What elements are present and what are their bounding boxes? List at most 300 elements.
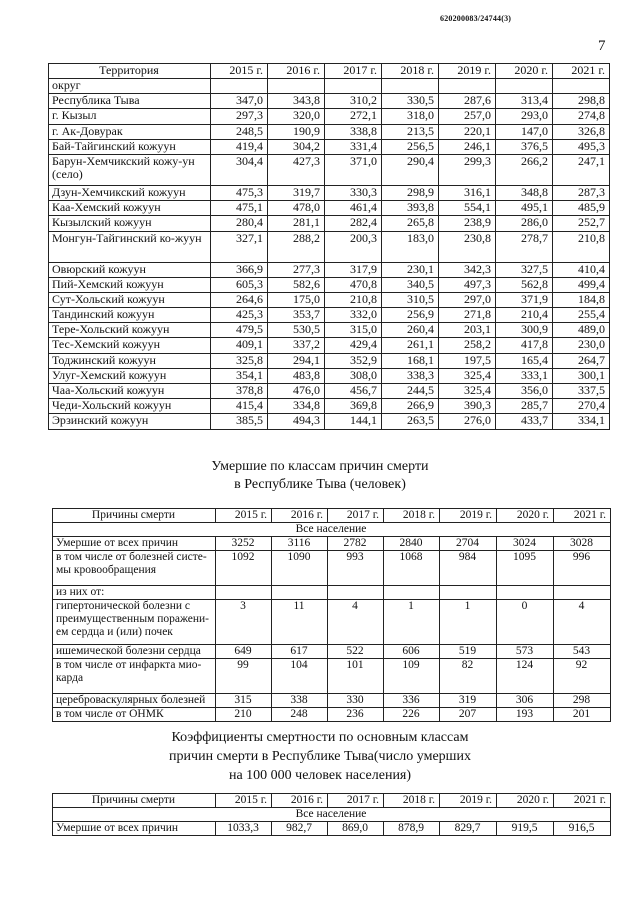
value-cell: 300,9 bbox=[496, 323, 553, 338]
value-cell: 489,0 bbox=[553, 323, 610, 338]
value-cell: 429,4 bbox=[325, 338, 382, 353]
row-label: гипертонической болезни с преимущественным поражени-ем сердца и (или) почек bbox=[53, 600, 216, 645]
row-label: Сут-Хольский кожуун bbox=[49, 292, 211, 307]
value-cell: 236 bbox=[328, 708, 384, 722]
value-cell: 371,0 bbox=[325, 154, 382, 185]
value-cell bbox=[328, 586, 384, 600]
table-header-row bbox=[53, 794, 611, 808]
value-cell: 175,0 bbox=[268, 292, 325, 307]
subheader-row bbox=[53, 808, 611, 822]
heading-line: Коэффициенты смертности по основным классам bbox=[171, 730, 469, 745]
value-cell: 330,5 bbox=[382, 94, 439, 109]
value-cell: 356,0 bbox=[496, 384, 553, 399]
column-header-year: 2017 г. bbox=[328, 509, 384, 523]
value-cell: 197,5 bbox=[439, 353, 496, 368]
value-cell: 304,2 bbox=[268, 139, 325, 154]
column-header-year: 2020 г. bbox=[497, 794, 554, 808]
table-header-row bbox=[49, 64, 610, 79]
value-cell: 230,8 bbox=[439, 231, 496, 262]
row-label: из них от: bbox=[53, 586, 216, 600]
subheader-cell: Все население bbox=[53, 523, 611, 537]
column-header-year: 2020 г. bbox=[497, 509, 554, 523]
value-cell: 456,7 bbox=[325, 384, 382, 399]
column-header-year: 2016 г. bbox=[272, 794, 328, 808]
value-cell: 499,4 bbox=[553, 277, 610, 292]
value-cell: 315,0 bbox=[325, 323, 382, 338]
column-header-year: 2016 г. bbox=[272, 509, 328, 523]
value-cell: 410,4 bbox=[553, 262, 610, 277]
value-cell: 495,1 bbox=[496, 201, 553, 216]
value-cell: 265,8 bbox=[382, 216, 439, 231]
value-cell: 554,1 bbox=[439, 201, 496, 216]
table-row bbox=[49, 384, 610, 399]
value-cell: 272,1 bbox=[325, 109, 382, 124]
table-row bbox=[53, 551, 611, 586]
subheader-cell: Все население bbox=[53, 808, 611, 822]
value-cell: 263,5 bbox=[382, 414, 439, 429]
value-cell: 479,5 bbox=[211, 323, 268, 338]
value-cell bbox=[440, 586, 497, 600]
value-cell bbox=[211, 79, 268, 94]
value-cell: 193 bbox=[497, 708, 554, 722]
value-cell: 336 bbox=[384, 694, 440, 708]
table-row bbox=[49, 399, 610, 414]
value-cell: 246,1 bbox=[439, 139, 496, 154]
value-cell: 4 bbox=[328, 600, 384, 645]
value-cell: 260,4 bbox=[382, 323, 439, 338]
mortality-rate-table bbox=[52, 793, 611, 836]
value-cell: 494,3 bbox=[268, 414, 325, 429]
table-row bbox=[53, 822, 611, 836]
value-cell: 304,4 bbox=[211, 154, 268, 185]
value-cell: 331,4 bbox=[325, 139, 382, 154]
value-cell: 409,1 bbox=[211, 338, 268, 353]
value-cell: 201 bbox=[554, 708, 611, 722]
value-cell: 543 bbox=[554, 645, 611, 659]
value-cell: 475,3 bbox=[211, 185, 268, 200]
value-cell: 3028 bbox=[554, 537, 611, 551]
column-header-year: 2019 г. bbox=[440, 509, 497, 523]
value-cell: 319 bbox=[440, 694, 497, 708]
column-header-year: 2015 г. bbox=[216, 509, 272, 523]
value-cell: 144,1 bbox=[325, 414, 382, 429]
value-cell: 1 bbox=[440, 600, 497, 645]
value-cell: 483,8 bbox=[268, 368, 325, 383]
value-cell: 220,1 bbox=[439, 124, 496, 139]
value-cell: 419,4 bbox=[211, 139, 268, 154]
value-cell: 333,1 bbox=[496, 368, 553, 383]
value-cell: 982,7 bbox=[272, 822, 328, 836]
value-cell: 530,5 bbox=[268, 323, 325, 338]
value-cell: 207 bbox=[440, 708, 497, 722]
document-id: 620200083/24744(3) bbox=[440, 14, 512, 23]
heading-line: причин смерти в Республике Тыва(число умерших bbox=[169, 749, 471, 764]
value-cell: 147,0 bbox=[496, 124, 553, 139]
value-cell: 2704 bbox=[440, 537, 497, 551]
value-cell: 369,8 bbox=[325, 399, 382, 414]
heading-line: на 100 000 человек населения) bbox=[228, 768, 412, 783]
value-cell: 256,5 bbox=[382, 139, 439, 154]
value-cell: 200,3 bbox=[325, 231, 382, 262]
column-header-year: 2016 г. bbox=[268, 64, 325, 79]
value-cell: 306 bbox=[497, 694, 554, 708]
value-cell: 319,7 bbox=[268, 185, 325, 200]
value-cell: 310,2 bbox=[325, 94, 382, 109]
value-cell: 210,4 bbox=[496, 308, 553, 323]
value-cell: 519 bbox=[440, 645, 497, 659]
value-cell: 378,8 bbox=[211, 384, 268, 399]
value-cell: 210,8 bbox=[553, 231, 610, 262]
value-cell: 427,3 bbox=[268, 154, 325, 185]
value-cell: 298,8 bbox=[553, 94, 610, 109]
column-header-year: 2017 г. bbox=[328, 794, 384, 808]
value-cell: 82 bbox=[440, 659, 497, 694]
value-cell: 299,3 bbox=[439, 154, 496, 185]
value-cell: 294,1 bbox=[268, 353, 325, 368]
value-cell: 343,8 bbox=[268, 94, 325, 109]
table-row bbox=[49, 323, 610, 338]
value-cell: 183,0 bbox=[382, 231, 439, 262]
value-cell: 271,8 bbox=[439, 308, 496, 323]
row-label: ишемической болезни сердца bbox=[53, 645, 216, 659]
value-cell: 334,8 bbox=[268, 399, 325, 414]
value-cell: 257,0 bbox=[439, 109, 496, 124]
value-cell: 348,8 bbox=[496, 185, 553, 200]
value-cell: 264,6 bbox=[211, 292, 268, 307]
row-label: округ bbox=[49, 79, 211, 94]
row-label: г. Кызыл bbox=[49, 109, 211, 124]
table-row bbox=[49, 262, 610, 277]
value-cell: 287,3 bbox=[553, 185, 610, 200]
value-cell: 919,5 bbox=[497, 822, 554, 836]
value-cell: 318,0 bbox=[382, 109, 439, 124]
value-cell: 281,1 bbox=[268, 216, 325, 231]
value-cell: 230,1 bbox=[382, 262, 439, 277]
value-cell: 286,0 bbox=[496, 216, 553, 231]
value-cell: 366,9 bbox=[211, 262, 268, 277]
value-cell: 165,4 bbox=[496, 353, 553, 368]
value-cell bbox=[496, 79, 553, 94]
value-cell: 869,0 bbox=[328, 822, 384, 836]
value-cell: 168,1 bbox=[382, 353, 439, 368]
value-cell: 347,0 bbox=[211, 94, 268, 109]
value-cell: 316,1 bbox=[439, 185, 496, 200]
column-header-year: 2018 г. bbox=[382, 64, 439, 79]
value-cell bbox=[382, 79, 439, 94]
row-label: Барун-Хемчикский кожу-ун (село) bbox=[49, 154, 211, 185]
value-cell: 276,0 bbox=[439, 414, 496, 429]
column-header-year: 2018 г. bbox=[384, 509, 440, 523]
value-cell: 226 bbox=[384, 708, 440, 722]
table-row bbox=[49, 94, 610, 109]
value-cell: 285,7 bbox=[496, 399, 553, 414]
table-row bbox=[49, 79, 610, 94]
row-label: в том числе от ОНМК bbox=[53, 708, 216, 722]
value-cell: 258,2 bbox=[439, 338, 496, 353]
row-label: Кызылский кожуун bbox=[49, 216, 211, 231]
row-label: Республика Тыва bbox=[49, 94, 211, 109]
value-cell: 606 bbox=[384, 645, 440, 659]
value-cell: 327,5 bbox=[496, 262, 553, 277]
value-cell: 522 bbox=[328, 645, 384, 659]
value-cell bbox=[439, 79, 496, 94]
row-label: в том числе от инфаркта мио-карда bbox=[53, 659, 216, 694]
column-header-name: Причины смерти bbox=[53, 794, 216, 808]
table-row bbox=[53, 600, 611, 645]
value-cell: 261,1 bbox=[382, 338, 439, 353]
table-row bbox=[49, 124, 610, 139]
table-row bbox=[49, 292, 610, 307]
value-cell: 562,8 bbox=[496, 277, 553, 292]
value-cell: 878,9 bbox=[384, 822, 440, 836]
table-header-row bbox=[53, 509, 611, 523]
value-cell bbox=[554, 586, 611, 600]
value-cell: 184,8 bbox=[553, 292, 610, 307]
value-cell: 3 bbox=[216, 600, 272, 645]
value-cell: 497,3 bbox=[439, 277, 496, 292]
value-cell: 213,5 bbox=[382, 124, 439, 139]
value-cell: 582,6 bbox=[268, 277, 325, 292]
value-cell bbox=[216, 586, 272, 600]
value-cell: 425,3 bbox=[211, 308, 268, 323]
table-row bbox=[49, 139, 610, 154]
value-cell: 325,4 bbox=[439, 384, 496, 399]
subheader-row bbox=[53, 523, 611, 537]
value-cell: 330 bbox=[328, 694, 384, 708]
row-label: Каа-Хемский кожуун bbox=[49, 201, 211, 216]
value-cell: 109 bbox=[384, 659, 440, 694]
value-cell: 317,9 bbox=[325, 262, 382, 277]
value-cell: 433,7 bbox=[496, 414, 553, 429]
value-cell: 244,5 bbox=[382, 384, 439, 399]
value-cell: 101 bbox=[328, 659, 384, 694]
table-row bbox=[49, 277, 610, 292]
value-cell: 290,4 bbox=[382, 154, 439, 185]
value-cell: 298,9 bbox=[382, 185, 439, 200]
table-row bbox=[49, 201, 610, 216]
row-label: в том числе от болезней систе-мы кровообращения bbox=[53, 551, 216, 586]
value-cell: 0 bbox=[497, 600, 554, 645]
value-cell: 916,5 bbox=[554, 822, 611, 836]
value-cell: 495,3 bbox=[553, 139, 610, 154]
value-cell: 99 bbox=[216, 659, 272, 694]
value-cell: 338,3 bbox=[382, 368, 439, 383]
value-cell: 274,8 bbox=[553, 109, 610, 124]
value-cell: 649 bbox=[216, 645, 272, 659]
value-cell: 1 bbox=[384, 600, 440, 645]
table-row bbox=[49, 231, 610, 262]
value-cell: 325,8 bbox=[211, 353, 268, 368]
value-cell: 353,7 bbox=[268, 308, 325, 323]
row-label: Тере-Хольский кожуун bbox=[49, 323, 211, 338]
table-row bbox=[53, 645, 611, 659]
value-cell: 342,3 bbox=[439, 262, 496, 277]
row-label: г. Ак-Довурак bbox=[49, 124, 211, 139]
value-cell: 337,5 bbox=[553, 384, 610, 399]
value-cell: 4 bbox=[554, 600, 611, 645]
value-cell: 310,5 bbox=[382, 292, 439, 307]
value-cell: 320,0 bbox=[268, 109, 325, 124]
value-cell: 461,4 bbox=[325, 201, 382, 216]
value-cell: 203,1 bbox=[439, 323, 496, 338]
column-header-year: 2017 г. bbox=[325, 64, 382, 79]
table-row bbox=[49, 216, 610, 231]
table-row bbox=[49, 154, 610, 185]
value-cell: 371,9 bbox=[496, 292, 553, 307]
table-row bbox=[49, 414, 610, 429]
column-header-year: 2018 г. bbox=[384, 794, 440, 808]
value-cell bbox=[553, 79, 610, 94]
column-header-name: Причины смерти bbox=[53, 509, 216, 523]
row-label: Умершие от всех причин bbox=[53, 537, 216, 551]
value-cell: 475,1 bbox=[211, 201, 268, 216]
column-header-year: 2015 г. bbox=[216, 794, 272, 808]
value-cell: 984 bbox=[440, 551, 497, 586]
row-label: Овюрский кожуун bbox=[49, 262, 211, 277]
column-header-year: 2020 г. bbox=[496, 64, 553, 79]
value-cell: 415,4 bbox=[211, 399, 268, 414]
value-cell: 298 bbox=[554, 694, 611, 708]
column-header-year: 2019 г. bbox=[439, 64, 496, 79]
column-header-year: 2021 г. bbox=[553, 64, 610, 79]
value-cell: 230,0 bbox=[553, 338, 610, 353]
value-cell: 11 bbox=[272, 600, 328, 645]
table-row bbox=[49, 185, 610, 200]
value-cell: 330,3 bbox=[325, 185, 382, 200]
value-cell: 308,0 bbox=[325, 368, 382, 383]
value-cell: 313,4 bbox=[496, 94, 553, 109]
value-cell: 288,2 bbox=[268, 231, 325, 262]
value-cell: 252,7 bbox=[553, 216, 610, 231]
row-label: Тоджинский кожуун bbox=[49, 353, 211, 368]
value-cell: 255,4 bbox=[553, 308, 610, 323]
value-cell: 210,8 bbox=[325, 292, 382, 307]
row-label: Умершие от всех причин bbox=[53, 822, 216, 836]
value-cell: 393,8 bbox=[382, 201, 439, 216]
value-cell: 354,1 bbox=[211, 368, 268, 383]
heading-line: Умершие по классам причин смерти bbox=[211, 459, 429, 474]
column-header-year: 2015 г. bbox=[211, 64, 268, 79]
value-cell: 92 bbox=[554, 659, 611, 694]
table-row bbox=[49, 109, 610, 124]
row-label: Пий-Хемский кожуун bbox=[49, 277, 211, 292]
value-cell bbox=[497, 586, 554, 600]
value-cell bbox=[272, 586, 328, 600]
value-cell: 266,2 bbox=[496, 154, 553, 185]
table-row bbox=[49, 353, 610, 368]
row-label: Чеди-Хольский кожуун bbox=[49, 399, 211, 414]
value-cell: 332,0 bbox=[325, 308, 382, 323]
column-header-year: 2019 г. bbox=[440, 794, 497, 808]
value-cell: 390,3 bbox=[439, 399, 496, 414]
table-row bbox=[53, 537, 611, 551]
value-cell: 282,4 bbox=[325, 216, 382, 231]
row-label: Улуг-Хемский кожуун bbox=[49, 368, 211, 383]
value-cell: 1033,3 bbox=[216, 822, 272, 836]
value-cell: 266,9 bbox=[382, 399, 439, 414]
value-cell: 3252 bbox=[216, 537, 272, 551]
table-row bbox=[53, 708, 611, 722]
value-cell: 1095 bbox=[497, 551, 554, 586]
territory-table bbox=[48, 63, 610, 430]
value-cell: 315 bbox=[216, 694, 272, 708]
table-row bbox=[49, 368, 610, 383]
value-cell: 376,5 bbox=[496, 139, 553, 154]
value-cell: 338 bbox=[272, 694, 328, 708]
section-heading-rates bbox=[0, 728, 640, 785]
value-cell: 338,8 bbox=[325, 124, 382, 139]
value-cell: 293,0 bbox=[496, 109, 553, 124]
row-label: Эрзинский кожуун bbox=[49, 414, 211, 429]
value-cell: 617 bbox=[272, 645, 328, 659]
value-cell bbox=[268, 79, 325, 94]
value-cell: 417,8 bbox=[496, 338, 553, 353]
value-cell: 993 bbox=[328, 551, 384, 586]
value-cell: 485,9 bbox=[553, 201, 610, 216]
heading-line: в Республике Тыва (человек) bbox=[234, 477, 406, 492]
column-header-year: 2021 г. bbox=[554, 794, 611, 808]
value-cell: 1092 bbox=[216, 551, 272, 586]
value-cell: 829,7 bbox=[440, 822, 497, 836]
table-row bbox=[49, 308, 610, 323]
value-cell: 277,3 bbox=[268, 262, 325, 277]
row-label: Монгун-Тайгинский ко-жуун bbox=[49, 231, 211, 262]
value-cell bbox=[384, 586, 440, 600]
row-label: цереброваскулярных болезней bbox=[53, 694, 216, 708]
row-label: Чаа-Хольский кожуун bbox=[49, 384, 211, 399]
value-cell: 297,0 bbox=[439, 292, 496, 307]
value-cell: 334,1 bbox=[553, 414, 610, 429]
value-cell: 352,9 bbox=[325, 353, 382, 368]
value-cell: 278,7 bbox=[496, 231, 553, 262]
value-cell: 287,6 bbox=[439, 94, 496, 109]
value-cell: 340,5 bbox=[382, 277, 439, 292]
column-header-year: 2021 г. bbox=[554, 509, 611, 523]
row-label: Тес-Хемский кожуун bbox=[49, 338, 211, 353]
value-cell: 478,0 bbox=[268, 201, 325, 216]
value-cell: 996 bbox=[554, 551, 611, 586]
value-cell: 104 bbox=[272, 659, 328, 694]
value-cell: 297,3 bbox=[211, 109, 268, 124]
value-cell: 210 bbox=[216, 708, 272, 722]
value-cell: 280,4 bbox=[211, 216, 268, 231]
value-cell: 238,9 bbox=[439, 216, 496, 231]
value-cell: 385,5 bbox=[211, 414, 268, 429]
value-cell: 190,9 bbox=[268, 124, 325, 139]
value-cell: 327,1 bbox=[211, 231, 268, 262]
table-row bbox=[53, 659, 611, 694]
value-cell: 256,9 bbox=[382, 308, 439, 323]
column-header-name: Территория bbox=[49, 64, 211, 79]
value-cell bbox=[325, 79, 382, 94]
deaths-by-cause-table bbox=[52, 508, 611, 722]
table-row bbox=[53, 586, 611, 600]
value-cell: 573 bbox=[497, 645, 554, 659]
page-number: 7 bbox=[598, 38, 606, 54]
value-cell: 326,8 bbox=[553, 124, 610, 139]
value-cell: 248 bbox=[272, 708, 328, 722]
value-cell: 124 bbox=[497, 659, 554, 694]
value-cell: 2840 bbox=[384, 537, 440, 551]
value-cell: 3024 bbox=[497, 537, 554, 551]
value-cell: 248,5 bbox=[211, 124, 268, 139]
table-row bbox=[49, 338, 610, 353]
value-cell: 605,3 bbox=[211, 277, 268, 292]
section-heading-deaths bbox=[0, 458, 640, 494]
value-cell: 3116 bbox=[272, 537, 328, 551]
value-cell: 2782 bbox=[328, 537, 384, 551]
value-cell: 476,0 bbox=[268, 384, 325, 399]
